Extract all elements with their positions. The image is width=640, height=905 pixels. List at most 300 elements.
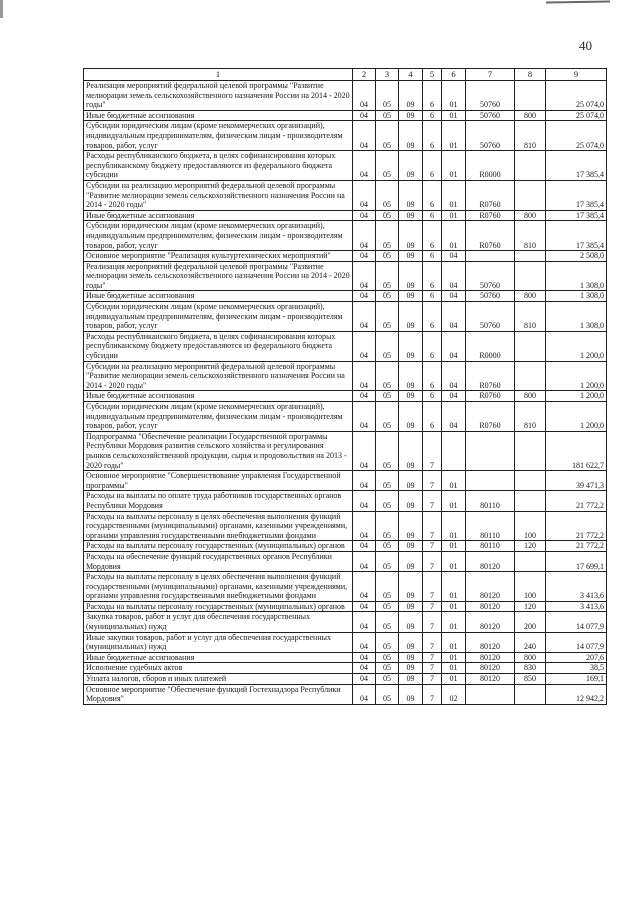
code-cell: 09 (399, 291, 423, 302)
code-cell: 01 (442, 81, 466, 111)
code-cell: 7 (423, 572, 442, 602)
code-cell: 05 (376, 541, 399, 552)
code-cell: 50760 (466, 302, 515, 332)
code-cell: 02 (442, 684, 466, 704)
code-cell: 7 (423, 612, 442, 632)
code-cell: 01 (442, 551, 466, 571)
amount-cell: 1 308,0 (546, 261, 607, 291)
code-cell (515, 684, 546, 704)
code-cell: R0760 (466, 361, 515, 391)
code-cell: 04 (353, 674, 376, 685)
code-cell (515, 151, 546, 181)
code-cell: 01 (442, 180, 466, 210)
amount-cell: 17 385,4 (546, 151, 607, 181)
column-header: 6 (442, 69, 466, 81)
amount-cell: 25 074,0 (546, 110, 607, 121)
column-header: 1 (84, 69, 353, 81)
table-row (84, 601, 607, 612)
code-cell: 04 (353, 471, 376, 491)
amount-cell: 2 508,0 (546, 251, 607, 262)
code-cell: 7 (423, 511, 442, 541)
code-cell: 04 (353, 210, 376, 221)
code-cell: 09 (399, 121, 423, 151)
row-name-cell: Реализация мероприятий федеральной целевой программы "Развитие мелиорации земель сельскохозяйственного назначения России на 2014 - 2020 годы" (84, 81, 353, 111)
code-cell: 04 (353, 684, 376, 704)
code-cell: 7 (423, 471, 442, 491)
row-name-cell: Основное мероприятие "Реализация культуртехнических мероприятий" (84, 251, 353, 262)
code-cell: 6 (423, 121, 442, 151)
table-body (84, 81, 607, 705)
code-cell: 05 (376, 361, 399, 391)
code-cell (515, 331, 546, 361)
amount-cell: 21 772,2 (546, 511, 607, 541)
column-header: 4 (399, 69, 423, 81)
code-cell: 01 (442, 221, 466, 251)
code-cell (515, 471, 546, 491)
code-cell: 80120 (466, 652, 515, 663)
amount-cell: 25 074,0 (546, 81, 607, 111)
code-cell: 7 (423, 663, 442, 674)
table-row (84, 302, 607, 332)
table-row (84, 81, 607, 111)
code-cell: 7 (423, 541, 442, 552)
column-header: 8 (515, 69, 546, 81)
table-row (84, 663, 607, 674)
code-cell: 80120 (466, 572, 515, 602)
code-cell: 04 (442, 251, 466, 262)
code-cell: 05 (376, 674, 399, 685)
code-cell: 05 (376, 572, 399, 602)
amount-cell: 1 308,0 (546, 291, 607, 302)
code-cell: 6 (423, 402, 442, 432)
code-cell: R0760 (466, 180, 515, 210)
code-cell: 04 (353, 221, 376, 251)
code-cell: 6 (423, 302, 442, 332)
table-row (84, 180, 607, 210)
code-cell: 04 (353, 251, 376, 262)
code-cell: 04 (442, 331, 466, 361)
table-row (84, 110, 607, 121)
row-name-cell: Расходы на обеспечение функций государственных органов Республики Мордовия (84, 551, 353, 571)
row-name-cell: Подпрограмма "Обеспечение реализации Государственной программы Республики Мордовия развития сельского хозяйства и регулирования рынков сельскохозяйственной продукции, сырья и продовольствия на 2013 - 2020 годы" (84, 431, 353, 470)
amount-cell: 3 413,6 (546, 572, 607, 602)
table-row (84, 331, 607, 361)
code-cell: 09 (399, 261, 423, 291)
code-cell: 04 (353, 121, 376, 151)
code-cell: 09 (399, 402, 423, 432)
code-cell (515, 251, 546, 262)
code-cell: 04 (442, 261, 466, 291)
amount-cell: 1 200,0 (546, 402, 607, 432)
row-name-cell: Основное мероприятие "Совершенствование управления Государственной программы" (84, 471, 353, 491)
code-cell: 100 (515, 572, 546, 602)
row-name-cell: Иные бюджетные ассигнования (84, 291, 353, 302)
code-cell: 7 (423, 431, 442, 470)
budget-table (83, 68, 607, 705)
code-cell: 09 (399, 391, 423, 402)
table-row (84, 684, 607, 704)
row-name-cell: Иные бюджетные ассигнования (84, 210, 353, 221)
code-cell: 01 (442, 601, 466, 612)
code-cell: 09 (399, 663, 423, 674)
code-cell: 04 (353, 612, 376, 632)
code-cell (515, 491, 546, 511)
code-cell: 100 (515, 511, 546, 541)
code-cell: 6 (423, 291, 442, 302)
code-cell: 01 (442, 541, 466, 552)
code-cell: 05 (376, 302, 399, 332)
code-cell: 05 (376, 110, 399, 121)
code-cell: 120 (515, 541, 546, 552)
code-cell (466, 431, 515, 470)
table-row (84, 674, 607, 685)
code-cell: 09 (399, 511, 423, 541)
code-cell: 01 (442, 674, 466, 685)
code-cell: 05 (376, 511, 399, 541)
column-header: 3 (376, 69, 399, 81)
code-cell: 09 (399, 674, 423, 685)
row-name-cell: Расходы на выплаты по оплате труда работников государственных органов Республики Мордовия (84, 491, 353, 511)
code-cell: 6 (423, 391, 442, 402)
amount-cell: 14 077,9 (546, 612, 607, 632)
row-name-cell: Расходы на выплаты персоналу государственных (муниципальных) органов (84, 601, 353, 612)
table-row (84, 291, 607, 302)
code-cell: 05 (376, 491, 399, 511)
code-cell: 800 (515, 110, 546, 121)
table-row (84, 491, 607, 511)
code-cell: 01 (442, 491, 466, 511)
column-header: 5 (423, 69, 442, 81)
code-cell: 04 (353, 291, 376, 302)
code-cell: 09 (399, 652, 423, 663)
code-cell: 05 (376, 663, 399, 674)
code-cell: 6 (423, 210, 442, 221)
code-cell: 05 (376, 251, 399, 262)
amount-cell: 38,5 (546, 663, 607, 674)
table-row (84, 361, 607, 391)
code-cell: 09 (399, 221, 423, 251)
code-cell: 05 (376, 221, 399, 251)
code-cell: 05 (376, 402, 399, 432)
code-cell: 04 (353, 511, 376, 541)
amount-cell: 17 699,1 (546, 551, 607, 571)
code-cell: 01 (442, 612, 466, 632)
code-cell: 80120 (466, 612, 515, 632)
row-name-cell: Субсидии юридическим лицам (кроме некоммерческих организаций), индивидуальным предпринимателям, физическим лицам - производителям товаров, работ, услуг (84, 221, 353, 251)
code-cell: 04 (353, 151, 376, 181)
table-row (84, 151, 607, 181)
code-cell: 05 (376, 121, 399, 151)
row-name-cell: Расходы на выплаты персоналу государственных (муниципальных) органов (84, 541, 353, 552)
code-cell: 50760 (466, 261, 515, 291)
code-cell: 09 (399, 210, 423, 221)
code-cell: 810 (515, 121, 546, 151)
code-cell (515, 81, 546, 111)
code-cell: 04 (442, 291, 466, 302)
code-cell: R0000 (466, 331, 515, 361)
table-row (84, 652, 607, 663)
table-row (84, 632, 607, 652)
code-cell: 09 (399, 491, 423, 511)
code-cell: 09 (399, 361, 423, 391)
code-cell: 09 (399, 601, 423, 612)
code-cell: 7 (423, 491, 442, 511)
row-name-cell: Субсидии юридическим лицам (кроме некоммерческих организаций), индивидуальным предпринимателям, физическим лицам - производителям товаров, работ, услуг (84, 121, 353, 151)
amount-cell: 39 471,3 (546, 471, 607, 491)
code-cell: 6 (423, 261, 442, 291)
amount-cell: 1 308,0 (546, 302, 607, 332)
code-cell: 09 (399, 572, 423, 602)
amount-cell: 21 772,2 (546, 541, 607, 552)
row-name-cell: Основное мероприятие "Обеспечение функций Гостехнадзора Республики Мордовия" (84, 684, 353, 704)
code-cell: 05 (376, 210, 399, 221)
code-cell: R0760 (466, 210, 515, 221)
row-name-cell: Субсидии на реализацию мероприятий федеральной целевой программы "Развитие мелиорации земель сельскохозяйственного назначения России на 2014 - 2020 годы" (84, 180, 353, 210)
code-cell: 50760 (466, 81, 515, 111)
table-row (84, 612, 607, 632)
code-cell: 05 (376, 551, 399, 571)
code-cell (442, 431, 466, 470)
code-cell: 04 (353, 632, 376, 652)
row-name-cell: Субсидии юридическим лицам (кроме некоммерческих организаций), индивидуальным предпринимателям, физическим лицам - производителям товаров, работ, услуг (84, 302, 353, 332)
code-cell: 120 (515, 601, 546, 612)
code-cell: 04 (353, 551, 376, 571)
code-cell: 05 (376, 180, 399, 210)
amount-cell: 3 413,6 (546, 601, 607, 612)
code-cell: 04 (353, 572, 376, 602)
amount-cell: 1 200,0 (546, 361, 607, 391)
code-cell (515, 261, 546, 291)
row-name-cell: Иные бюджетные ассигнования (84, 110, 353, 121)
scan-edge-mark (0, 0, 3, 18)
table-row (84, 431, 607, 470)
code-cell: 05 (376, 81, 399, 111)
code-cell: 05 (376, 632, 399, 652)
row-name-cell: Расходы на выплаты персоналу в целях обеспечения выполнения функций государственными (муниципальными) органами, казенными учреждениями, органами управления государственными внебюджетными фондами (84, 572, 353, 602)
code-cell: 6 (423, 251, 442, 262)
code-cell: 09 (399, 110, 423, 121)
scan-pen-stroke (546, 0, 610, 3)
code-cell: 09 (399, 612, 423, 632)
table-row (84, 402, 607, 432)
code-cell: 01 (442, 652, 466, 663)
code-cell: 830 (515, 663, 546, 674)
code-cell: 800 (515, 210, 546, 221)
amount-cell: 17 385,4 (546, 210, 607, 221)
code-cell: 05 (376, 291, 399, 302)
table-row (84, 511, 607, 541)
code-cell: 05 (376, 151, 399, 181)
code-cell: 05 (376, 652, 399, 663)
code-cell: 04 (353, 261, 376, 291)
code-cell: 09 (399, 180, 423, 210)
code-cell: 80120 (466, 674, 515, 685)
code-cell: 04 (353, 652, 376, 663)
table-row (84, 210, 607, 221)
code-cell (515, 180, 546, 210)
amount-cell: 21 772,2 (546, 491, 607, 511)
code-cell: 04 (353, 391, 376, 402)
row-name-cell: Иные бюджетные ассигнования (84, 652, 353, 663)
table-row (84, 551, 607, 571)
code-cell: 01 (442, 210, 466, 221)
code-cell: 09 (399, 684, 423, 704)
code-cell (466, 251, 515, 262)
code-cell (466, 684, 515, 704)
code-cell: 01 (442, 632, 466, 652)
code-cell: 09 (399, 541, 423, 552)
code-cell: 04 (353, 431, 376, 470)
code-cell: 6 (423, 361, 442, 391)
code-cell: 05 (376, 391, 399, 402)
amount-cell: 1 200,0 (546, 391, 607, 402)
code-cell: R0000 (466, 151, 515, 181)
code-cell: R0760 (466, 221, 515, 251)
code-cell: 04 (353, 601, 376, 612)
code-cell: 09 (399, 471, 423, 491)
code-cell: 80110 (466, 541, 515, 552)
code-cell: 810 (515, 302, 546, 332)
code-cell: 09 (399, 632, 423, 652)
code-cell: 6 (423, 151, 442, 181)
code-cell: 04 (353, 402, 376, 432)
row-name-cell: Иные бюджетные ассигнования (84, 391, 353, 402)
code-cell: 01 (442, 110, 466, 121)
code-cell: 09 (399, 302, 423, 332)
code-cell: 810 (515, 402, 546, 432)
code-cell: 80120 (466, 663, 515, 674)
code-cell: 01 (442, 511, 466, 541)
row-name-cell: Иные закупки товаров, работ и услуг для обеспечения государственных (муниципальных) нужд (84, 632, 353, 652)
row-name-cell: Реализация мероприятий федеральной целевой программы "Развитие мелиорации земель сельскохозяйственного назначения России на 2014 - 2020 годы" (84, 261, 353, 291)
code-cell: 05 (376, 331, 399, 361)
table-row (84, 261, 607, 291)
code-cell: 6 (423, 221, 442, 251)
amount-cell: 14 077,9 (546, 632, 607, 652)
amount-cell: 1 200,0 (546, 331, 607, 361)
code-cell: 05 (376, 431, 399, 470)
code-cell: 04 (353, 541, 376, 552)
code-cell: 80110 (466, 511, 515, 541)
code-cell: 04 (442, 402, 466, 432)
code-cell (515, 551, 546, 571)
code-cell: 04 (353, 663, 376, 674)
amount-cell: 169,1 (546, 674, 607, 685)
code-cell: 80120 (466, 632, 515, 652)
code-cell: 09 (399, 331, 423, 361)
code-cell: 04 (353, 302, 376, 332)
row-name-cell: Исполнение судебных актов (84, 663, 353, 674)
amount-cell: 181 622,7 (546, 431, 607, 470)
code-cell: 50760 (466, 291, 515, 302)
code-cell: 01 (442, 471, 466, 491)
code-cell: 04 (353, 81, 376, 111)
code-cell: 7 (423, 601, 442, 612)
code-cell: 800 (515, 652, 546, 663)
row-name-cell: Расходы республиканского бюджета, в целях софинансирования которых республиканскому бюджету предоставляются из федерального бюджета субсидии (84, 151, 353, 181)
row-name-cell: Субсидии на реализацию мероприятий федеральной целевой программы "Развитие мелиорации земель сельскохозяйственного назначения России на 2014 - 2020 годы" (84, 361, 353, 391)
column-header: 7 (466, 69, 515, 81)
code-cell: 04 (353, 331, 376, 361)
code-cell: 05 (376, 601, 399, 612)
code-cell: 7 (423, 632, 442, 652)
table-header-row (84, 69, 607, 81)
code-cell: 05 (376, 261, 399, 291)
code-cell: 6 (423, 81, 442, 111)
code-cell: 01 (442, 572, 466, 602)
code-cell: 7 (423, 652, 442, 663)
table-row (84, 221, 607, 251)
code-cell: 04 (442, 302, 466, 332)
code-cell: 6 (423, 180, 442, 210)
table-row (84, 471, 607, 491)
amount-cell: 12 942,2 (546, 684, 607, 704)
code-cell: 04 (353, 180, 376, 210)
code-cell: 09 (399, 431, 423, 470)
column-header: 2 (353, 69, 376, 81)
code-cell: 04 (442, 361, 466, 391)
table-row (84, 391, 607, 402)
code-cell: 09 (399, 151, 423, 181)
code-cell: 01 (442, 151, 466, 181)
column-header: 9 (546, 69, 607, 81)
code-cell: 09 (399, 81, 423, 111)
code-cell: 50760 (466, 110, 515, 121)
code-cell: 7 (423, 551, 442, 571)
code-cell: 04 (353, 110, 376, 121)
code-cell: 05 (376, 471, 399, 491)
code-cell: 09 (399, 251, 423, 262)
code-cell (515, 431, 546, 470)
table-row (84, 121, 607, 151)
code-cell: 7 (423, 674, 442, 685)
table-row (84, 541, 607, 552)
code-cell: 6 (423, 331, 442, 361)
table-row (84, 251, 607, 262)
row-name-cell: Уплата налогов, сборов и иных платежей (84, 674, 353, 685)
code-cell: 7 (423, 684, 442, 704)
code-cell: R0760 (466, 391, 515, 402)
row-name-cell: Расходы на выплаты персоналу в целях обеспечения выполнения функций государственными (муниципальными) органами, казенными учреждениями, органами управления государственными внебюджетными фондами (84, 511, 353, 541)
code-cell: 200 (515, 612, 546, 632)
code-cell: 850 (515, 674, 546, 685)
code-cell: 04 (353, 361, 376, 391)
code-cell: 80120 (466, 601, 515, 612)
code-cell (515, 361, 546, 391)
code-cell: 810 (515, 221, 546, 251)
code-cell: 240 (515, 632, 546, 652)
amount-cell: 25 074,0 (546, 121, 607, 151)
code-cell: 50760 (466, 121, 515, 151)
row-name-cell: Расходы республиканского бюджета, в целях софинансирования которых республиканскому бюджету предоставляются из федерального бюджета субсидии (84, 331, 353, 361)
code-cell: 04 (442, 391, 466, 402)
code-cell: 05 (376, 612, 399, 632)
code-cell (466, 471, 515, 491)
row-name-cell: Субсидии юридическим лицам (кроме некоммерческих организаций), индивидуальным предпринимателям, физическим лицам - производителям товаров, работ, услуг (84, 402, 353, 432)
code-cell: 01 (442, 663, 466, 674)
amount-cell: 17 385,4 (546, 180, 607, 210)
code-cell: 80110 (466, 491, 515, 511)
amount-cell: 207,6 (546, 652, 607, 663)
code-cell: R0760 (466, 402, 515, 432)
code-cell: 09 (399, 551, 423, 571)
table-row (84, 572, 607, 602)
code-cell: 01 (442, 121, 466, 151)
row-name-cell: Закупка товаров, работ и услуг для обеспечения государственных (муниципальных) нужд (84, 612, 353, 632)
amount-cell: 17 385,4 (546, 221, 607, 251)
code-cell: 05 (376, 684, 399, 704)
code-cell: 6 (423, 110, 442, 121)
